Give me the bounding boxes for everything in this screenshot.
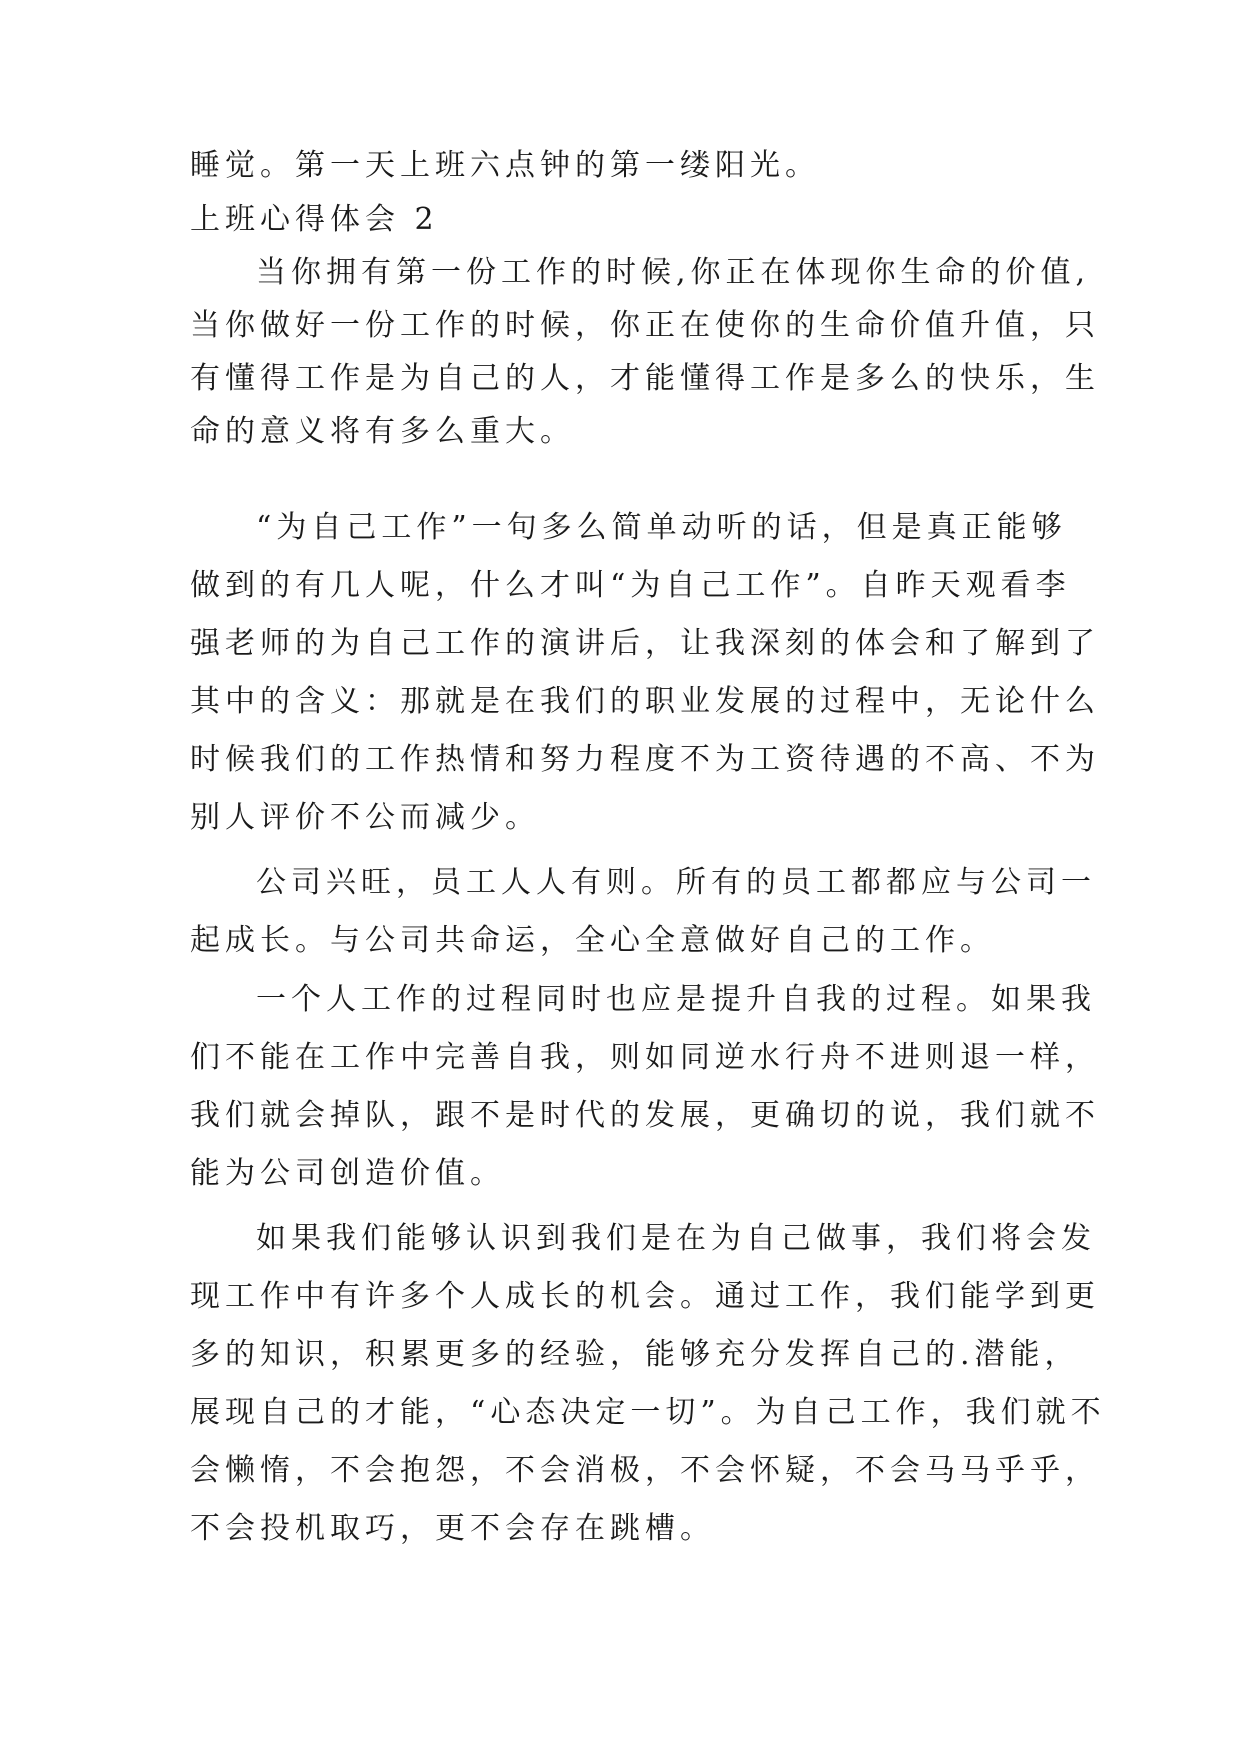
- text-line: 当你做好一份工作的时候，你正在使你的生命价值升值，只: [190, 308, 1100, 343]
- section-heading: 上班心得体会 2: [190, 202, 439, 237]
- text-line: 多的知识，积累更多的经验，能够充分发挥自己的.潜能，: [190, 1337, 1080, 1372]
- text-line: 我们就会掉队，跟不是时代的发展，更确切的说，我们就不: [190, 1098, 1100, 1133]
- text-line: 现工作中有许多个人成长的机会。通过工作，我们能学到更: [190, 1279, 1100, 1314]
- text-line: 强老师的为自己工作的演讲后，让我深刻的体会和了解到了: [190, 626, 1100, 661]
- text-line: 时候我们的工作热情和努力程度不为工资待遇的不高、不为: [190, 742, 1100, 777]
- text-line: 不会投机取巧，更不会存在跳槽。: [190, 1511, 715, 1546]
- text-line: 如果我们能够认识到我们是在为自己做事，我们将会发: [256, 1221, 1096, 1256]
- text-line: 起成长。与公司共命运，全心全意做好自己的工作。: [190, 923, 995, 958]
- text-line: 公司兴旺，员工人人有则。所有的员工都都应与公司一: [256, 865, 1096, 900]
- text-line: 做到的有几人呢，什么才叫“为自己工作”。自昨天观看李: [190, 568, 1071, 603]
- text-line: 一个人工作的过程同时也应是提升自我的过程。如果我: [256, 982, 1096, 1017]
- text-line: “为自己工作”一句多么简单动听的话，但是真正能够: [256, 510, 1067, 545]
- text-line: 能为公司创造价值。: [190, 1156, 505, 1191]
- text-line: 有懂得工作是为自己的人，才能懂得工作是多么的快乐，生: [190, 361, 1100, 396]
- text-line: 当你拥有第一份工作的时候,你正在体现你生命的价值,: [256, 255, 1091, 290]
- text-line: 其中的含义：那就是在我们的职业发展的过程中，无论什么: [190, 684, 1100, 719]
- text-line: 会懒惰，不会抱怨，不会消极，不会怀疑，不会马马乎乎，: [190, 1453, 1100, 1488]
- text-line: 命的意义将有多么重大。: [190, 414, 575, 449]
- text-line: 们不能在工作中完善自我，则如同逆水行舟不进则退一样，: [190, 1040, 1100, 1075]
- text-line: 睡觉。第一天上班六点钟的第一缕阳光。: [190, 148, 820, 183]
- text-line: 展现自己的才能，“心态决定一切”。为自己工作，我们就不: [190, 1395, 1106, 1430]
- text-line: 别人评价不公而减少。: [190, 800, 540, 835]
